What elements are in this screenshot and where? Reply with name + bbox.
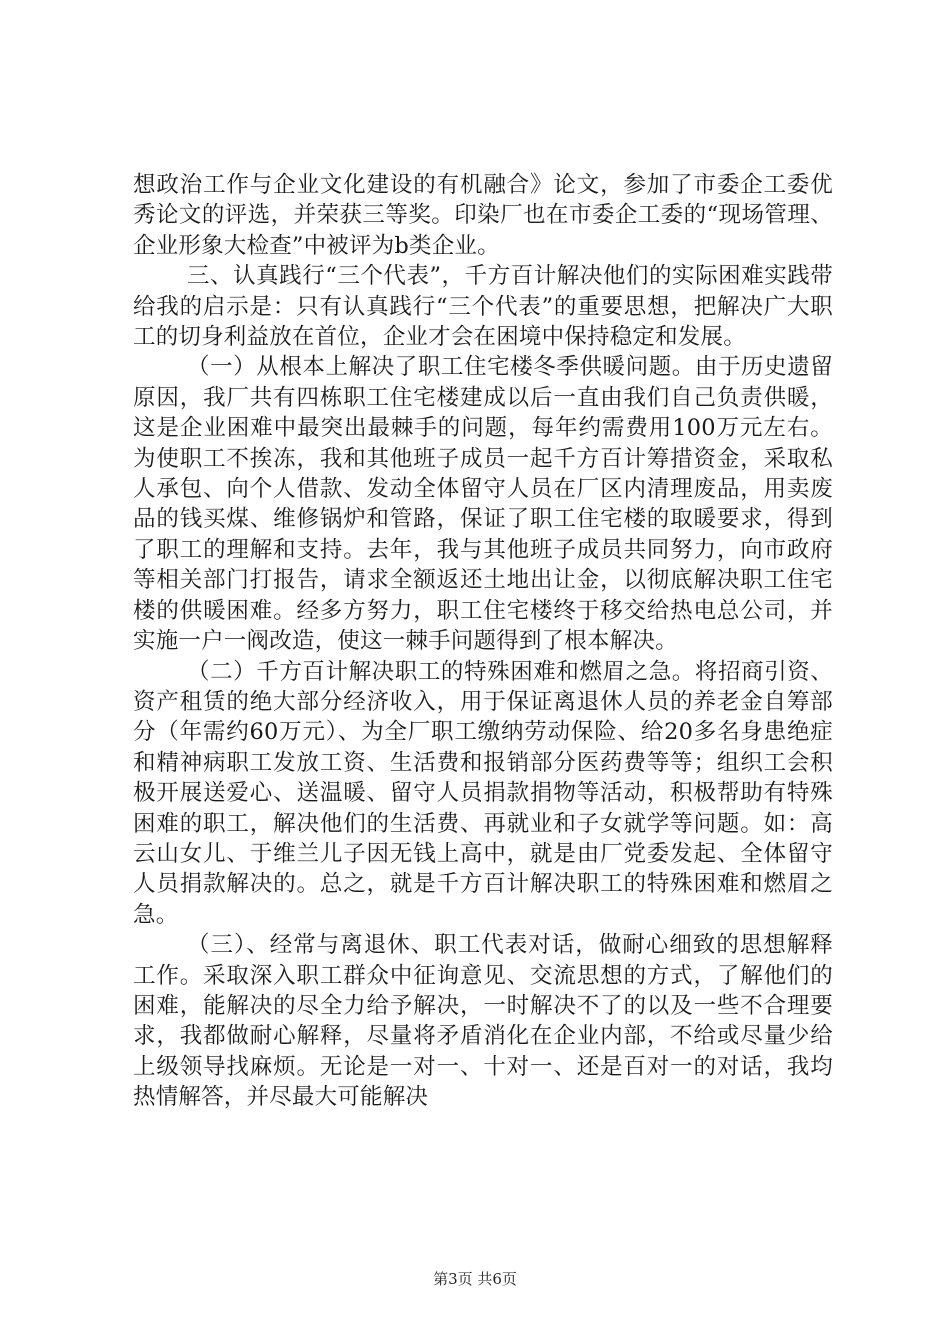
paragraph-continuation: 想政治工作与企业文化建设的有机融合》论文，参加了市委企工委优秀论文的评选，并荣获三等奖。印染厂也在市委企工委的“现场管理、企业形象大检查”中被评为b类企业。 (133, 172, 833, 259)
paragraph-item-one: （一）从根本上解决了职工住宅楼冬季供暖问题。由于历史遗留原因，我厂共有四栋职工住宅楼建成以后一直由我们自己负责供暖，这是企业困难中最突出最棘手的问题，每年约需费用100万元左右。为使职工不挨冻，我和其他班子成员一起千方百计筹措资金，采取私人承包、向个人借款、发动全体留守人员在厂区内清理废品，用卖废品的钱买煤、维修锅炉和管路，保证了职工住宅楼的取暖要求，得到了职工的理解和支持。去年，我与其他班子成员共同努力，向市政府等相关部门打报告，请求全额返还土地出让金，以彻底解决职工住宅楼的供暖困难。经多方努力，职工住宅楼终于移交给热电总公司，并实施一户一阀改造，使这一棘手问题得到了根本解决。 (133, 354, 833, 655)
paragraph-item-two: （二）千方百计解决职工的特殊困难和燃眉之急。将招商引资、资产租赁的绝大部分经济收入，用于保证离退休人员的养老金自筹部分（年需约60万元）、为全厂职工缴纳劳动保险、给20多名身患绝症和精神病职工发放工资、生活费和报销部分医药费等等；组织工会积极开展送爱心、送温暖、留守人员捐款捐物等活动，积极帮助有特殊困难的职工，解决他们的生活费、再就业和子女就学等问题。如：高云山女儿、于维兰儿子因无钱上高中，就是由厂党委发起、全体留守人员捐款解决的。总之，就是千方百计解决职工的特殊困难和燃眉之急。 (133, 658, 833, 928)
paragraph-item-three: （三）、经常与离退休、职工代表对话，做耐心细致的思想解释工作。采取深入职工群众中征询意见、交流思想的方式，了解他们的困难，能解决的尽全力给予解决，一时解决不了的以及一些不合理要求，我都做耐心解释，尽量将矛盾消化在企业内部，不给或尽量少给上级领导找麻烦。无论是一对一、十对一、还是百对一的对话，我均热情解答，并尽最大可能解决 (133, 932, 833, 1111)
document-body (133, 170, 833, 1113)
paragraph-section-three: 三、认真践行“三个代表”，千方百计解决他们的实际困难实践带给我的启示是：只有认真践行“三个代表”的重要思想，把解决广大职工的切身利益放在首位，企业才会在困境中保持稳定和发展。 (133, 263, 833, 351)
page-number-footer: 第3页 共6页 (433, 1270, 517, 1288)
